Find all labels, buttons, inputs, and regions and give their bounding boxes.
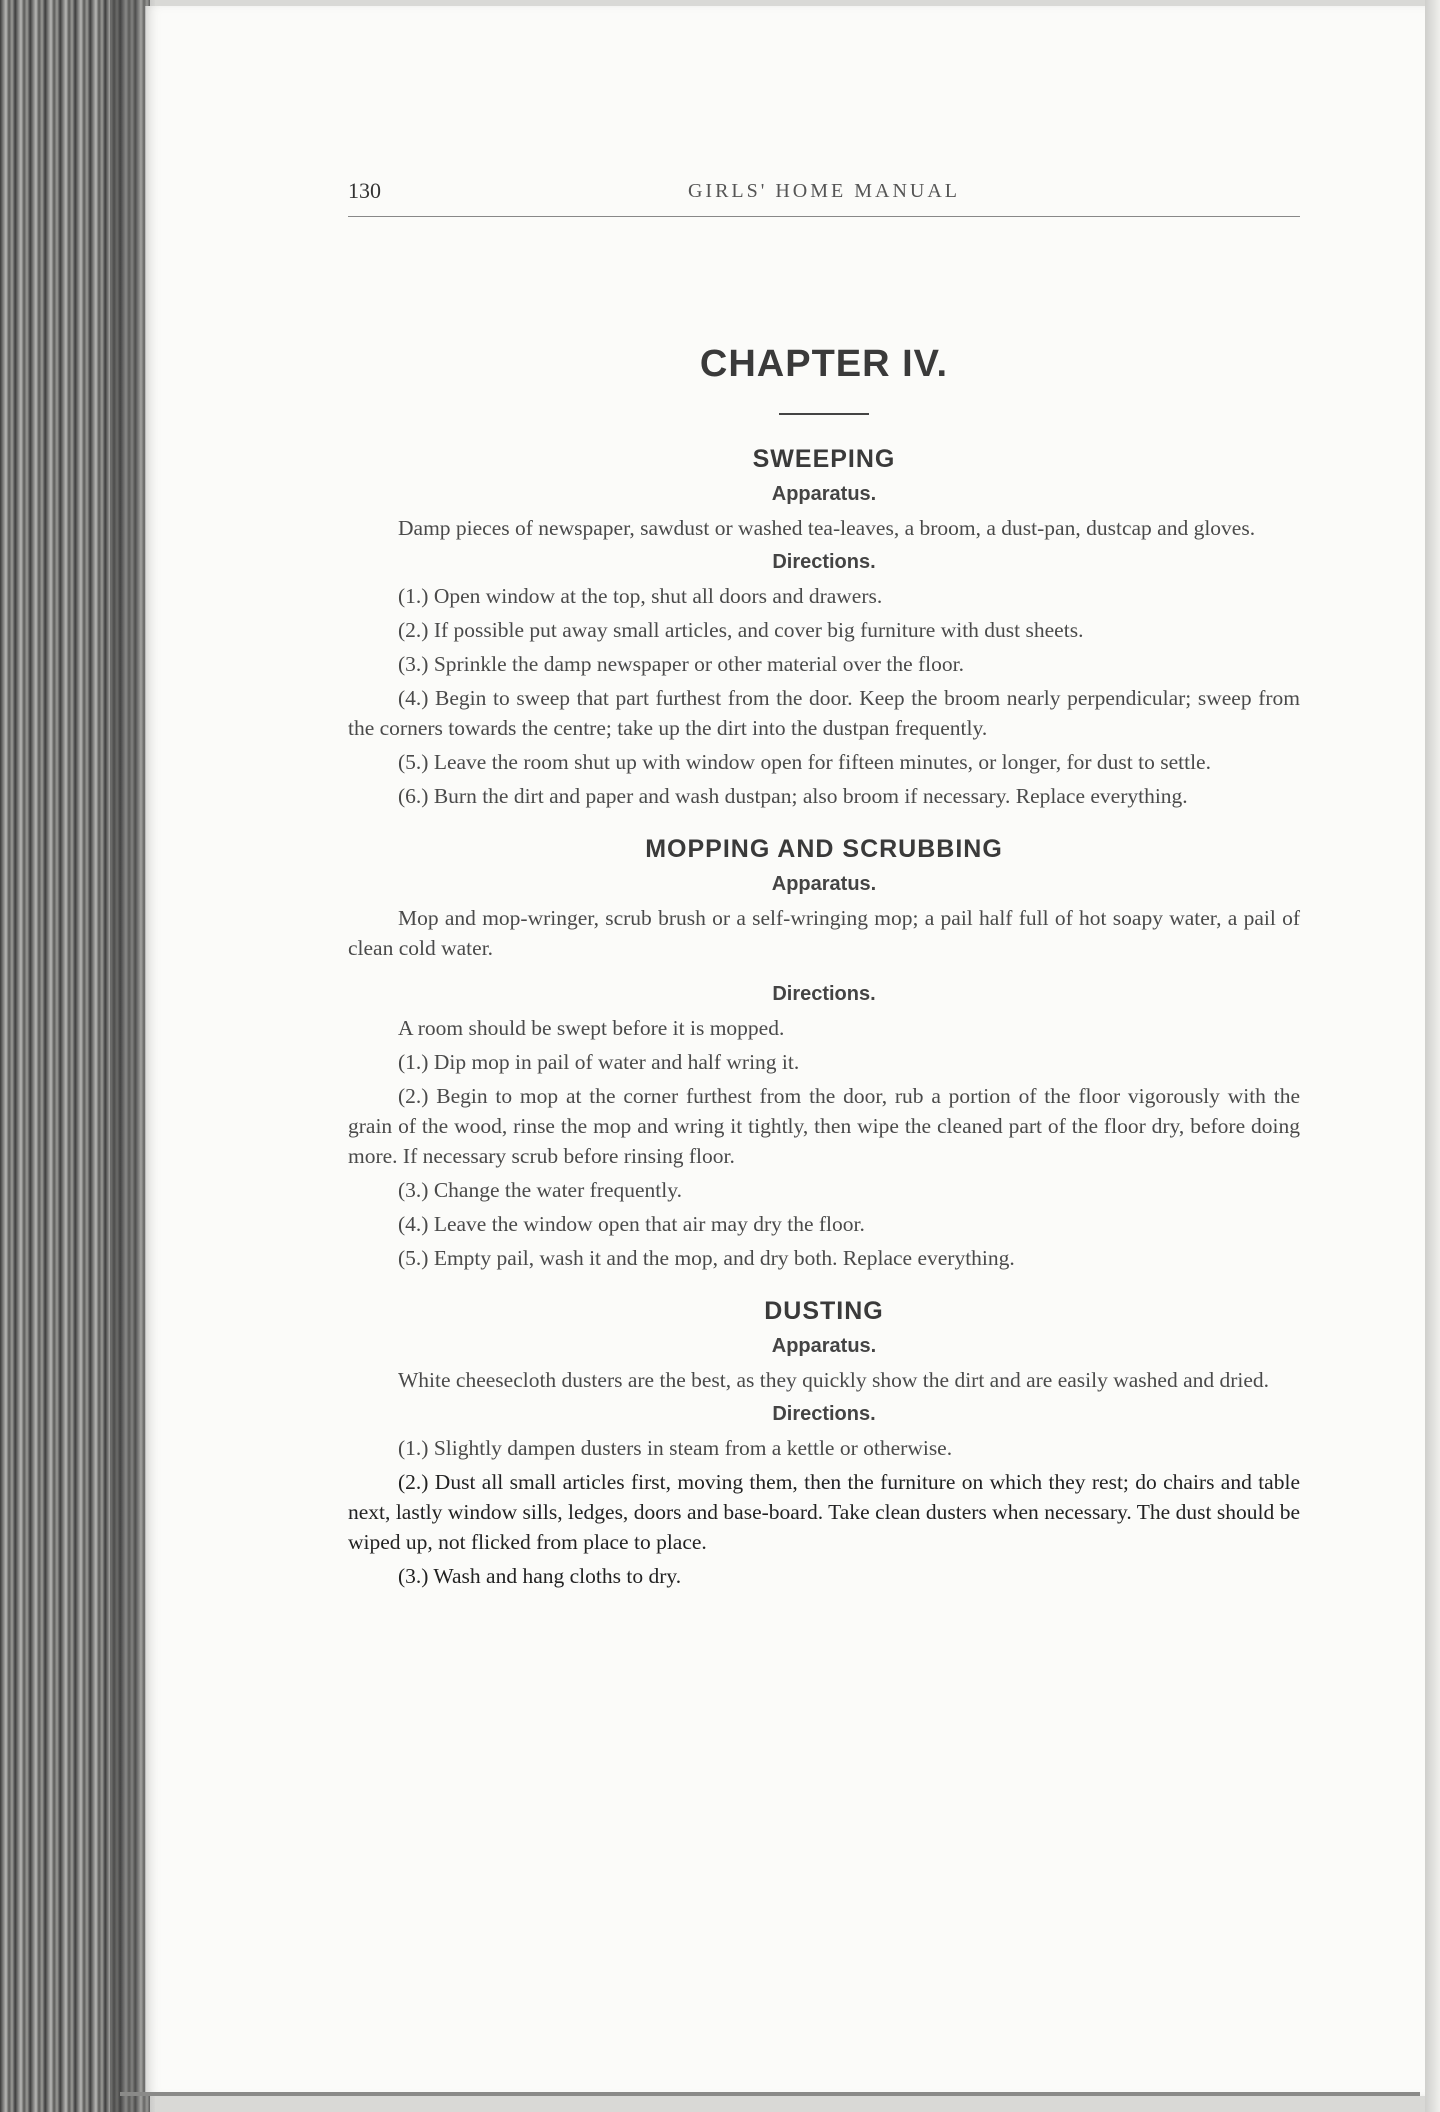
page-right-edge: [1425, 0, 1440, 2112]
direction-step: (5.) Empty pail, wash it and the mop, and dry both. Replace everything.: [398, 1246, 1015, 1270]
page-content: [348, 172, 1300, 1591]
apparatus-heading: Apparatus.: [771, 873, 877, 895]
direction-step: (3.) Sprinkle the damp newspaper or other material over the floor.: [398, 652, 964, 676]
running-title: GIRLS' HOME MANUAL: [687, 180, 961, 202]
page-bottom-edge: [120, 2092, 1420, 2096]
apparatus-heading: Apparatus.: [771, 483, 877, 505]
section-title: MOPPING AND SCRUBBING: [645, 835, 1003, 863]
direction-step: (2.) Dust all small articles first, moving them, then the furniture on which they rest; do chairs and table next, lastly window sills, ledges, doors and base-board. Take clean dusters when necessary. The dust should be wiped up, not flicked from place to place.: [348, 1470, 1300, 1554]
directions-heading: Directions.: [772, 1403, 876, 1425]
section-title: SWEEPING: [752, 445, 896, 473]
chapter-title: CHAPTER IV.: [699, 343, 949, 385]
apparatus-text: Mop and mop-wringer, scrub brush or a self-wringing mop; a pail half full of hot soapy water, a pail of clean cold water.: [348, 906, 1300, 960]
direction-step: (4.) Begin to sweep that part furthest from the door. Keep the broom nearly perpendicular; sweep from the corners towards the centre; take up the dirt into the dustpan frequently.: [348, 686, 1300, 740]
direction-step: (1.) Dip mop in pail of water and half wring it.: [398, 1050, 800, 1074]
directions-heading: Directions.: [772, 983, 876, 1005]
direction-step: (5.) Leave the room shut up with window open for fifteen minutes, or longer, for dust to settle.: [398, 750, 1211, 774]
section-mopping-and-scrubbing: [348, 833, 1300, 1273]
running-head: [348, 172, 1300, 217]
section-title: DUSTING: [764, 1297, 884, 1325]
direction-step: (3.) Wash and hang cloths to dry.: [398, 1564, 682, 1588]
apparatus-text: White cheesecloth dusters are the best, as they quickly show the dirt and are easily washed and dried.: [398, 1368, 1270, 1392]
direction-step: (1.) Open window at the top, shut all doors and drawers.: [398, 584, 883, 608]
apparatus-heading: Apparatus.: [771, 1335, 877, 1357]
direction-step: (2.) Begin to mop at the corner furthest from the door, rub a portion of the floor vigorously with the grain of the wood, rinse the mop and wring it tightly, then wipe the cleaned part of the floor dry, before doing more. If necessary scrub before rinsing floor.: [348, 1084, 1300, 1168]
chapter-rule: [779, 413, 869, 415]
section-dusting: [348, 1295, 1300, 1591]
direction-step: (3.) Change the water frequently.: [398, 1178, 682, 1202]
directions-heading: Directions.: [772, 551, 876, 573]
direction-step: (2.) If possible put away small articles, and cover big furniture with dust sheets.: [398, 618, 1084, 642]
direction-step: (1.) Slightly dampen dusters in steam from a kettle or otherwise.: [398, 1436, 953, 1460]
direction-step: (4.) Leave the window open that air may dry the floor.: [398, 1212, 865, 1236]
section-sweeping: [348, 443, 1300, 811]
page-number: 130: [348, 178, 381, 203]
direction-step: (6.) Burn the dirt and paper and wash dustpan; also broom if necessary. Replace everything.: [398, 784, 1188, 808]
directions-intro: A room should be swept before it is mopped.: [398, 1016, 785, 1040]
apparatus-text: Damp pieces of newspaper, sawdust or washed tea-leaves, a broom, a dust-pan, dustcap and gloves.: [398, 516, 1256, 540]
